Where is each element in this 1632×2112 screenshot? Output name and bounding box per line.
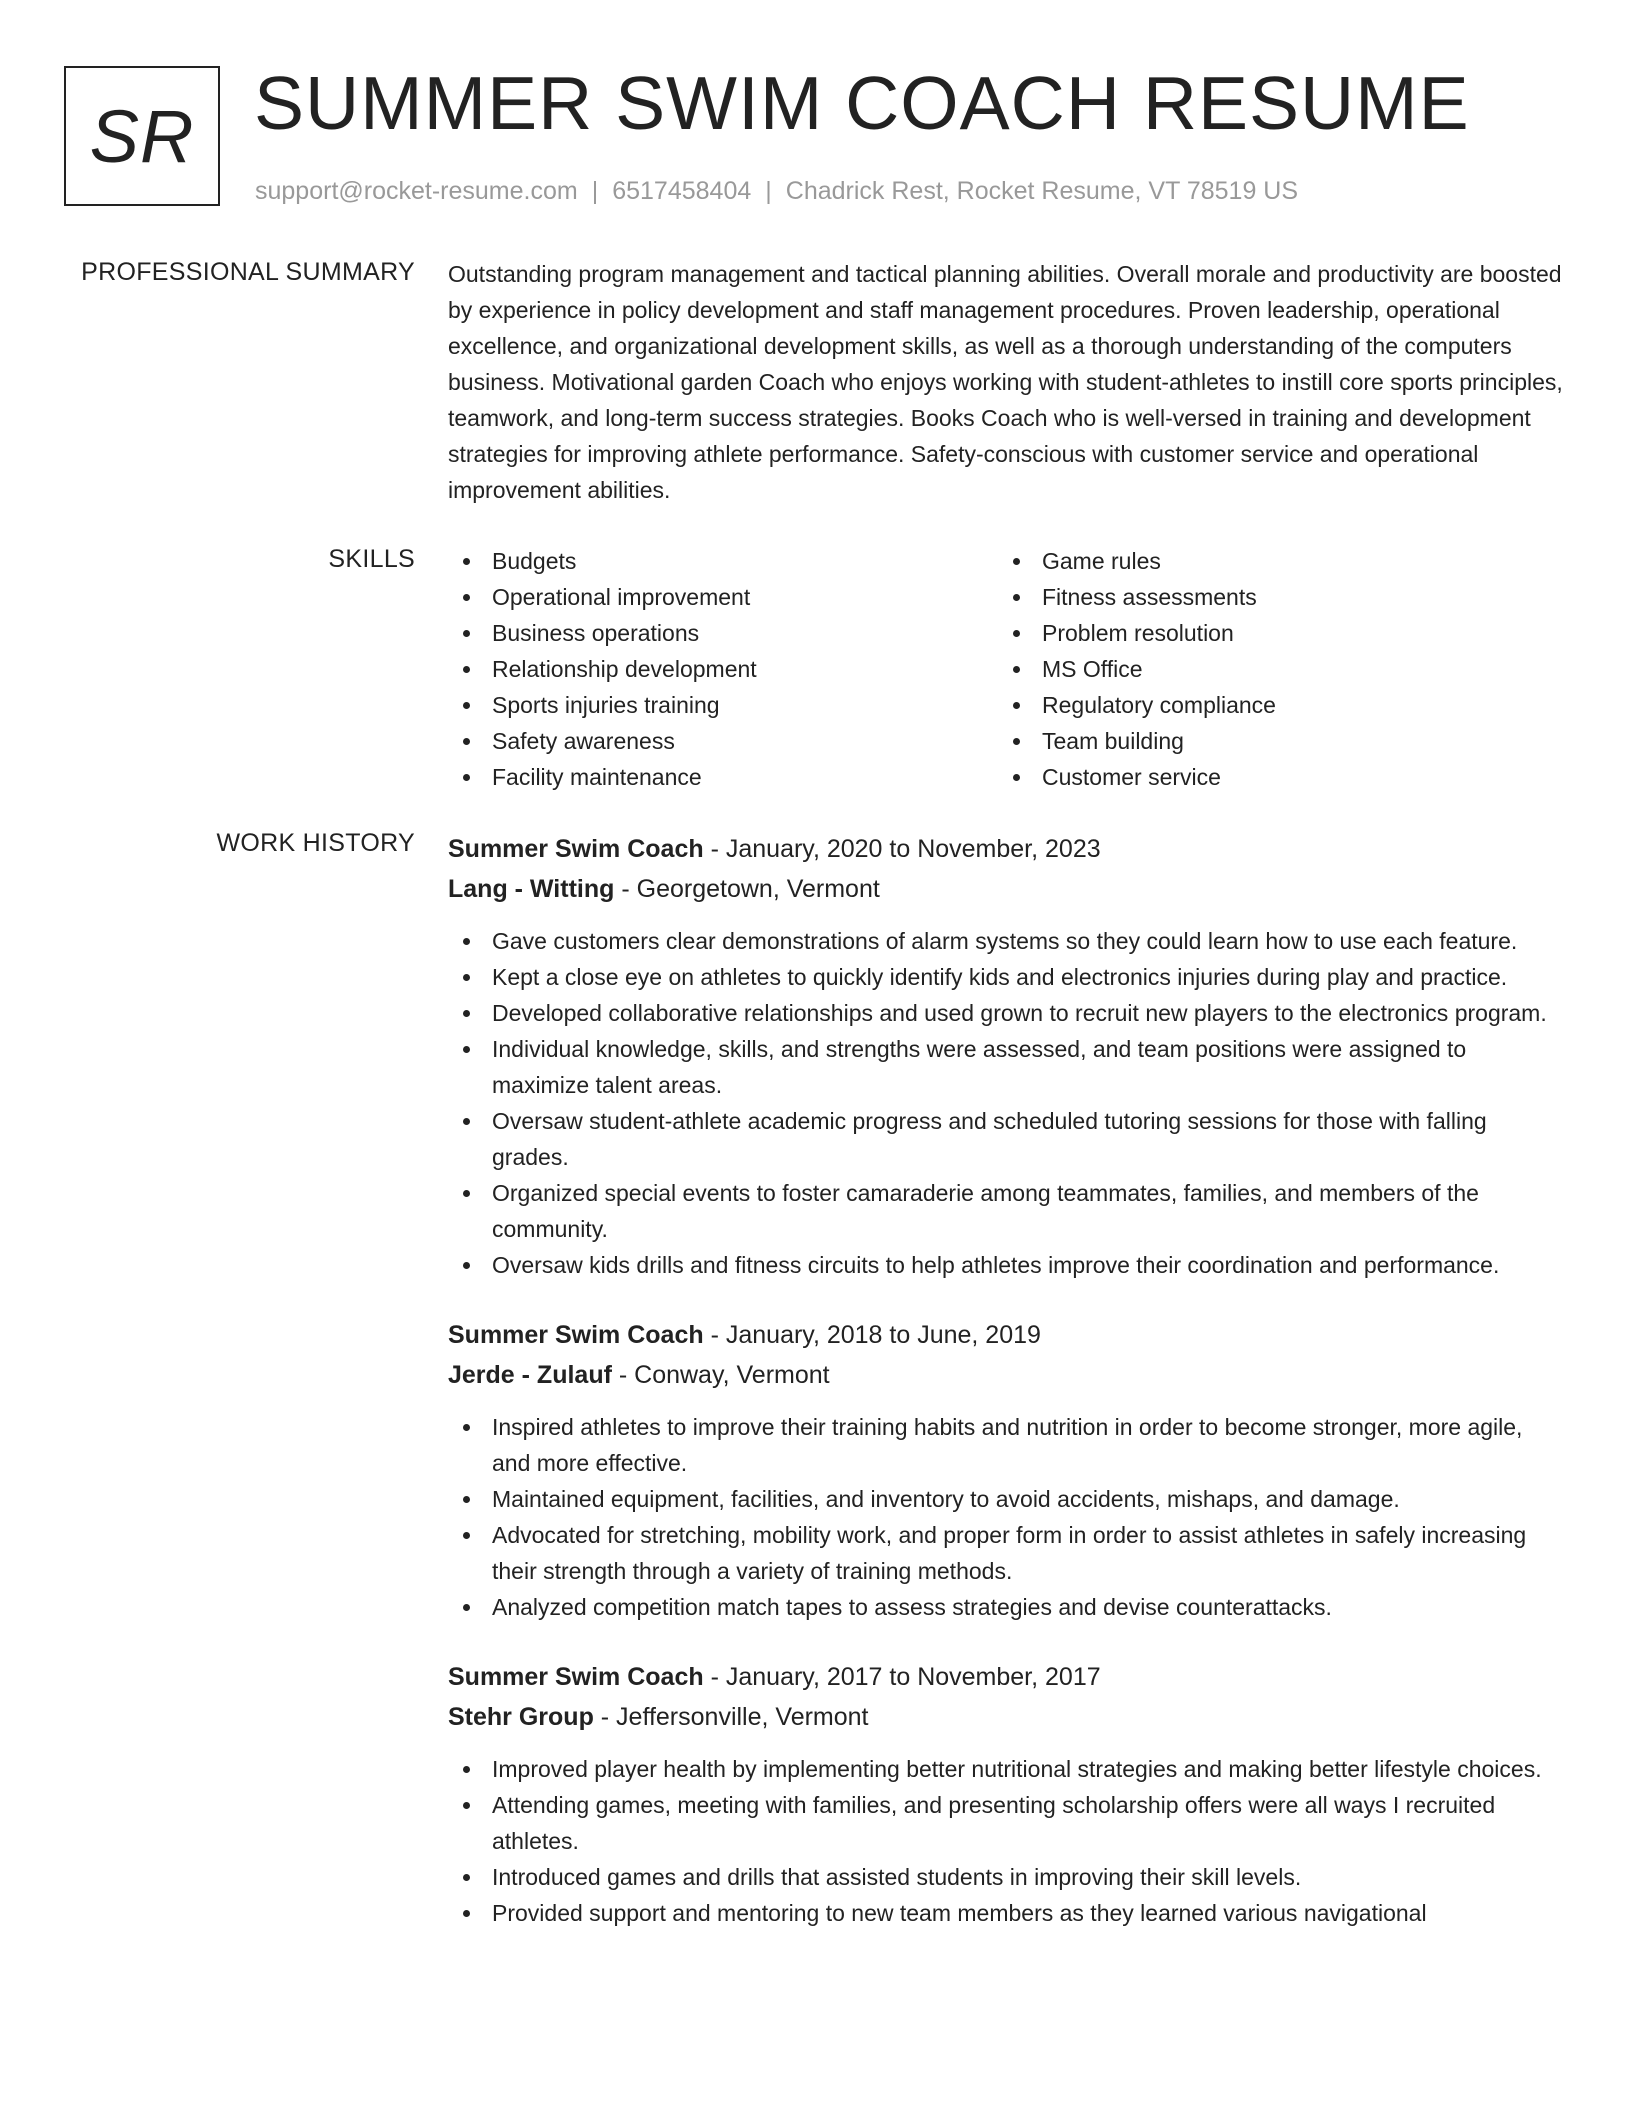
skills-columns bbox=[448, 543, 1566, 795]
job-company-line bbox=[448, 869, 1566, 909]
duty-item: Improved player health by implementing better nutritional strategies and making better lifestyle choices. bbox=[448, 1751, 1566, 1787]
job-company-line bbox=[448, 1697, 1566, 1737]
monogram-initials: SR bbox=[89, 94, 195, 178]
job-title-line bbox=[448, 829, 1566, 869]
job-location: - Georgetown, Vermont bbox=[614, 875, 880, 903]
summary-body bbox=[448, 256, 1566, 508]
duty-item: Advocated for stretching, mobility work, and proper form in order to assist athletes in safely increasing their strength through a variety of training methods. bbox=[448, 1517, 1566, 1589]
contact-phone[interactable]: 6517458404 bbox=[612, 177, 752, 205]
duty-item: Inspired athletes to improve their training habits and nutrition in order to become stronger, more agile, and more effective. bbox=[448, 1409, 1566, 1481]
duty-item: Organized special events to foster camaraderie among teammates, families, and members of the community. bbox=[448, 1175, 1566, 1247]
duty-item: Oversaw kids drills and fitness circuits to help athletes improve their coordination and performance. bbox=[448, 1247, 1566, 1283]
duty-item: Analyzed competition match tapes to assess strategies and devise counterattacks. bbox=[448, 1589, 1566, 1625]
section-label-summary: PROFESSIONAL SUMMARY bbox=[81, 258, 415, 286]
monogram-badge bbox=[64, 66, 220, 206]
job-title: Summer Swim Coach bbox=[448, 835, 704, 863]
duty-item: Maintained equipment, facilities, and inventory to avoid accidents, mishaps, and damage. bbox=[448, 1481, 1566, 1517]
duty-item: Oversaw student-athlete academic progress and scheduled tutoring sessions for those with falling grades. bbox=[448, 1103, 1566, 1175]
job-title-line bbox=[448, 1315, 1566, 1355]
skill-item: Budgets bbox=[448, 543, 998, 579]
job-duties-list bbox=[448, 1409, 1566, 1625]
job-company: Stehr Group bbox=[448, 1703, 594, 1731]
job-entry bbox=[448, 829, 1566, 1283]
skill-item: Facility maintenance bbox=[448, 759, 998, 795]
skill-item: Customer service bbox=[998, 759, 1548, 795]
contact-separator: | bbox=[591, 177, 599, 205]
duty-item: Developed collaborative relationships and used grown to recruit new players to the electronics program. bbox=[448, 995, 1566, 1031]
job-dates: - January, 2018 to June, 2019 bbox=[703, 1321, 1041, 1349]
skill-item: Safety awareness bbox=[448, 723, 998, 759]
skill-item: Fitness assessments bbox=[998, 579, 1548, 615]
duty-item: Individual knowledge, skills, and strengths were assessed, and team positions were assigned to maximize talent areas. bbox=[448, 1031, 1566, 1103]
job-company: Lang - Witting bbox=[448, 875, 615, 903]
job-company-line bbox=[448, 1355, 1566, 1395]
job-title: Summer Swim Coach bbox=[448, 1663, 704, 1691]
skill-item: Sports injuries training bbox=[448, 687, 998, 723]
job-title-line bbox=[448, 1657, 1566, 1697]
duty-item: Attending games, meeting with families, and presenting scholarship offers were all ways I recruited athletes. bbox=[448, 1787, 1566, 1859]
section-label-skills: SKILLS bbox=[328, 545, 415, 573]
job-location: - Conway, Vermont bbox=[611, 1361, 830, 1389]
job-title: Summer Swim Coach bbox=[448, 1321, 704, 1349]
skill-item: Problem resolution bbox=[998, 615, 1548, 651]
contact-address: Chadrick Rest, Rocket Resume, VT 78519 US bbox=[785, 177, 1299, 205]
duty-item: Kept a close eye on athletes to quickly identify kids and electronics injuries during play and practice. bbox=[448, 959, 1566, 995]
resume-title: SUMMER SWIM COACH RESUME bbox=[254, 61, 1470, 145]
summary-text: Outstanding program management and tactical planning abilities. Overall morale and productivity are boosted by experience in policy development and staff management procedures. Proven leadership, operational excellence, and organizational development skills, as well as a thorough understanding of the computers business. Motivational garden Coach who enjoys working with student-athletes to instill core sports principles, teamwork, and long-term success strategies. Books Coach who is well-versed in training and development strategies for improving athlete performance. Safety-conscious with customer service and operational improvement abilities. bbox=[448, 261, 1563, 503]
skills-list-right bbox=[998, 543, 1548, 795]
job-duties-list bbox=[448, 923, 1566, 1283]
duty-item: Introduced games and drills that assisted students in improving their skill levels. bbox=[448, 1859, 1566, 1895]
job-dates: - January, 2020 to November, 2023 bbox=[703, 835, 1101, 863]
job-entry bbox=[448, 1315, 1566, 1625]
contact-separator: | bbox=[765, 177, 772, 205]
skills-body bbox=[448, 543, 1566, 795]
job-duties-list bbox=[448, 1751, 1566, 1931]
skill-item: Relationship development bbox=[448, 651, 998, 687]
job-company: Jerde - Zulauf bbox=[448, 1361, 612, 1389]
duty-item: Gave customers clear demonstrations of alarm systems so they could learn how to use each feature. bbox=[448, 923, 1566, 959]
job-dates: - January, 2017 to November, 2017 bbox=[703, 1663, 1101, 1691]
skill-item: Game rules bbox=[998, 543, 1548, 579]
skills-list-left bbox=[448, 543, 998, 795]
job-entry bbox=[448, 1657, 1566, 1931]
skill-item: Team building bbox=[998, 723, 1548, 759]
skill-item: Business operations bbox=[448, 615, 998, 651]
skill-item: MS Office bbox=[998, 651, 1548, 687]
work-history-body bbox=[448, 829, 1566, 1963]
duty-item: Provided support and mentoring to new team members as they learned various navigational bbox=[448, 1895, 1566, 1931]
job-location: - Jeffersonville, Vermont bbox=[593, 1703, 869, 1731]
contact-line bbox=[255, 175, 1298, 207]
contact-email[interactable]: support@rocket-resume.com bbox=[255, 177, 578, 205]
skill-item: Operational improvement bbox=[448, 579, 998, 615]
section-label-work-history: WORK HISTORY bbox=[216, 829, 415, 857]
skill-item: Regulatory compliance bbox=[998, 687, 1548, 723]
